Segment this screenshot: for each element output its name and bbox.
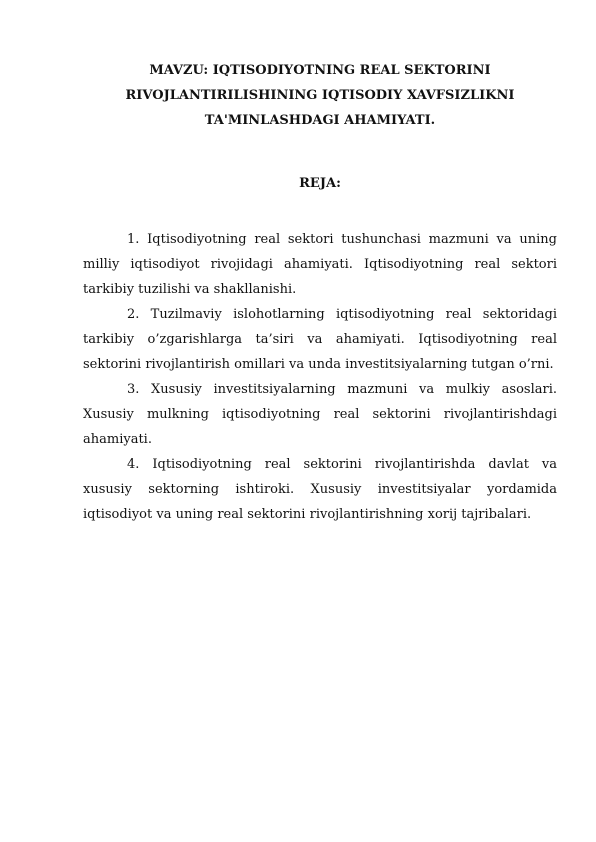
title-line: MAVZU: IQTISODIYOTNING REAL SEKTORINI (149, 63, 491, 78)
plan-heading: REJA: (299, 176, 341, 191)
plan-item: 2. Tuzilmaviy islohotlarning iqtisodiyotning real sektoridagi tarkibiy o’zgarishlarga ta’siri va ahamiyati. Iqtisodiyotning real sektorini rivojlantirish omillari va unda investitsiyalarning tutgan o’rni. (83, 307, 557, 372)
title-line: TA'MINLASHDAGI AHAMIYATI. (204, 113, 436, 128)
plan-item: 3. Xususiy investitsiyalarning mazmuni va mulkiy asoslari. Xususiy mulkning iqtisodiyotning real sektorini rivojlantirishdagi ahamiyati. (83, 382, 557, 447)
plan-item: 4. Iqtisodiyotning real sektorini rivojlantirishda davlat va xususiy sektorning ishtiroki. Xususiy investitsiyalar yordamida iqtisodiyot va uning real sektorini rivojlantirishning xorij tajribalari. (83, 457, 557, 522)
plan-list (83, 227, 557, 527)
plan-item: 1. Iqtisodiyotning real sektori tushunchasi mazmuni va uning milliy iqtisodiyot rivojidagi ahamiyati. Iqtisodiyotning real sektori tarkibiy tuzilishi va shakllanishi. (83, 232, 557, 297)
document-title (83, 58, 557, 133)
title-line: RIVOJLANTIRILISHINING IQTISODIY XAVFSIZLIKNI (125, 88, 515, 103)
